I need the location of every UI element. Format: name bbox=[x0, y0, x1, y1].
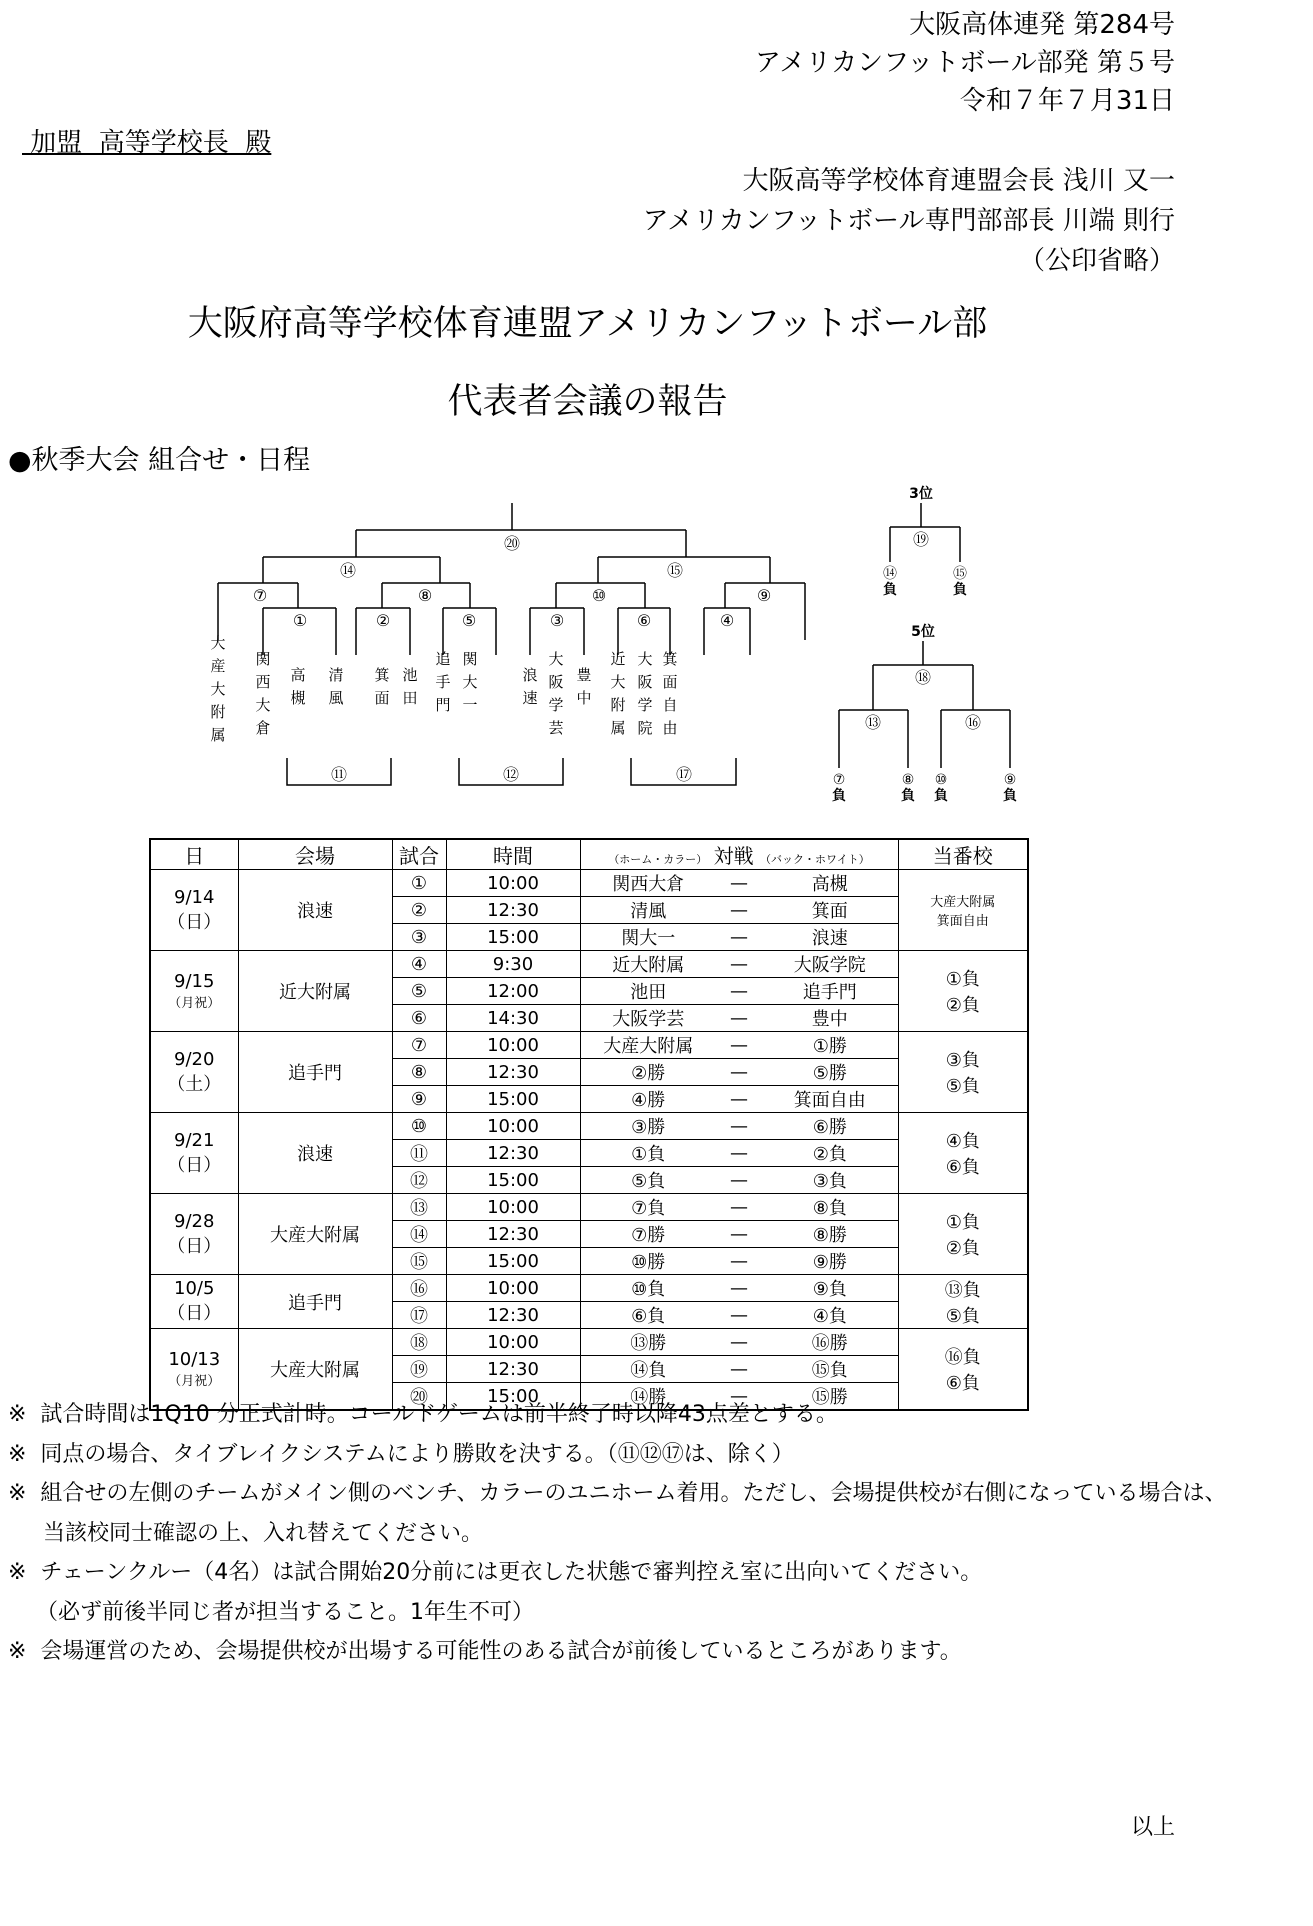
home-team: 池田 bbox=[580, 978, 716, 1005]
away-team: 浪速 bbox=[762, 924, 898, 951]
team-name-char: 附 bbox=[210, 703, 226, 721]
match-weekday: （土） bbox=[167, 1073, 222, 1095]
game-number: ⑭ bbox=[392, 1221, 446, 1248]
vs-dash: — bbox=[716, 1275, 762, 1302]
game-number: ⑨ bbox=[392, 1086, 446, 1113]
bracket-game-4: ④ bbox=[719, 611, 735, 630]
team-name-char: 中 bbox=[576, 689, 592, 707]
away-team: ⑧負 bbox=[762, 1194, 898, 1221]
team-name-char: 豊 bbox=[576, 666, 592, 684]
note-line: 当該校同士確認の上、入れ替えてください。 bbox=[8, 1520, 483, 1546]
vs-dash: — bbox=[716, 1032, 762, 1059]
kickoff-time: 10:00 bbox=[446, 870, 580, 897]
header-vs: 対戦 bbox=[713, 844, 754, 868]
away-team: ⑤勝 bbox=[762, 1059, 898, 1086]
match-weekday: （月祝） bbox=[168, 1374, 221, 1389]
game-number: ⑳ bbox=[392, 1383, 446, 1411]
game-number: ⑦ bbox=[392, 1032, 446, 1059]
home-team: ⑤負 bbox=[580, 1167, 716, 1194]
game-number: ⑤ bbox=[392, 978, 446, 1005]
bracket-game-6: ⑥ bbox=[636, 611, 652, 630]
team-name-char: 一 bbox=[462, 696, 478, 714]
kickoff-time: 15:00 bbox=[446, 1167, 580, 1194]
bracket-game-18: ⑱ bbox=[914, 668, 932, 687]
team-name-char: 池 bbox=[402, 666, 418, 684]
game-number: ① bbox=[392, 870, 446, 897]
game-number: ⑫ bbox=[392, 1167, 446, 1194]
match-date bbox=[150, 1032, 238, 1113]
table-row bbox=[150, 1032, 1028, 1059]
header-away: （バック・ホワイト） bbox=[760, 853, 870, 866]
game-number: ② bbox=[392, 897, 446, 924]
home-team: ④勝 bbox=[580, 1086, 716, 1113]
home-team: ③勝 bbox=[580, 1113, 716, 1140]
team-name-char: 由 bbox=[662, 719, 678, 737]
home-team: ②勝 bbox=[580, 1059, 716, 1086]
third-ref-15: ⑮ bbox=[953, 566, 967, 582]
note-line: ※ 試合時間は1Q10 分正式計時。コールドゲームは前半終了時以降43点差とする。 bbox=[8, 1402, 838, 1427]
duty-school bbox=[898, 951, 1028, 1032]
third-ref-14: ⑭ bbox=[883, 566, 897, 582]
home-team: 関西大倉 bbox=[580, 870, 716, 897]
department-number: アメリカンフットボール部発 第５号 bbox=[754, 48, 1175, 78]
duty-school bbox=[898, 1113, 1028, 1194]
team-name-char: 高 bbox=[290, 666, 306, 684]
match-date bbox=[150, 951, 238, 1032]
kickoff-time: 12:30 bbox=[446, 1221, 580, 1248]
team-name-char: 箕 bbox=[662, 650, 678, 668]
match-date-value: 10/13 bbox=[168, 1349, 221, 1370]
team-name-char: 関 bbox=[462, 650, 478, 668]
schedule-table bbox=[149, 838, 1029, 1411]
duty-school-1: ⑬負 bbox=[944, 1279, 981, 1301]
team-name-char: 大 bbox=[462, 673, 478, 691]
fifth-lose-9: 負 bbox=[1003, 788, 1017, 804]
bracket-lines bbox=[218, 503, 1010, 785]
home-team: 近大附属 bbox=[580, 951, 716, 978]
away-team: ③負 bbox=[762, 1167, 898, 1194]
team-name-char: 阪 bbox=[637, 673, 653, 691]
bracket-game-15: ⑮ bbox=[666, 561, 684, 580]
away-team: ⑥勝 bbox=[762, 1113, 898, 1140]
home-team: 関大一 bbox=[580, 924, 716, 951]
bracket-game-8: ⑧ bbox=[417, 586, 433, 605]
team-name-char: 面 bbox=[662, 673, 678, 691]
bracket-game-20: ⑳ bbox=[503, 534, 521, 553]
kickoff-time: 15:00 bbox=[446, 1248, 580, 1275]
header-time: 時間 bbox=[446, 839, 580, 870]
table-row bbox=[150, 951, 1028, 978]
kickoff-time: 12:30 bbox=[446, 1356, 580, 1383]
team-name-char: 院 bbox=[637, 719, 653, 737]
vs-dash: — bbox=[716, 951, 762, 978]
note-line: ※ 会場運営のため、会場提供校が出場する可能性のある試合が前後しているところがあります。 bbox=[8, 1639, 962, 1664]
fifth-lose-10: 負 bbox=[934, 788, 948, 804]
team-name-char: 大 bbox=[210, 680, 226, 698]
kickoff-time: 10:00 bbox=[446, 1275, 580, 1302]
note-line: ※ 同点の場合、タイブレイクシステムにより勝敗を決する。（⑪⑫⑰は、除く） bbox=[8, 1441, 794, 1467]
duty-school-1: ⑯負 bbox=[944, 1347, 981, 1368]
game-number: ⑲ bbox=[392, 1356, 446, 1383]
team-name-char: 追 bbox=[435, 650, 451, 668]
match-venue: 追手門 bbox=[238, 1032, 392, 1113]
match-weekday: （日） bbox=[167, 1235, 222, 1257]
away-team: 箕面 bbox=[762, 897, 898, 924]
bracket-game-5: ⑤ bbox=[461, 611, 477, 630]
match-date bbox=[150, 1113, 238, 1194]
team-name-char: 速 bbox=[522, 689, 538, 707]
match-date-value: 9/21 bbox=[174, 1129, 215, 1151]
bracket-game-3: ③ bbox=[549, 611, 565, 630]
team-name-char: 箕 bbox=[374, 666, 390, 684]
home-team: ①負 bbox=[580, 1140, 716, 1167]
home-team: ⑦負 bbox=[580, 1194, 716, 1221]
team-name-char: 倉 bbox=[255, 719, 271, 737]
note-line: ※ 組合せの左側のチームがメイン側のベンチ、カラーのユニホーム着用。ただし、会場提供校が右側になっている場合は、 bbox=[8, 1481, 1227, 1506]
match-date-value: 9/14 bbox=[174, 886, 215, 908]
away-team: 豊中 bbox=[762, 1005, 898, 1032]
third-lose-15: 負 bbox=[953, 582, 967, 598]
header-home: （ホーム・カラー） bbox=[608, 853, 708, 866]
team-name-char: 門 bbox=[435, 696, 451, 714]
game-number: ⑩ bbox=[392, 1113, 446, 1140]
sender-president: 大阪高等学校体育連盟会長 浅川 又一 bbox=[742, 166, 1175, 196]
away-team: 箕面自由 bbox=[762, 1086, 898, 1113]
sender-department-head: アメリカンフットボール専門部部長 川端 則行 bbox=[642, 206, 1175, 236]
team-name-char: 芸 bbox=[548, 719, 564, 737]
game-number: ④ bbox=[392, 951, 446, 978]
team-name-char: 阪 bbox=[548, 673, 564, 691]
kickoff-time: 10:00 bbox=[446, 1113, 580, 1140]
away-team: ②負 bbox=[762, 1140, 898, 1167]
match-venue: 大産大附属 bbox=[238, 1194, 392, 1275]
duty-school-2: ②負 bbox=[945, 995, 980, 1016]
team-name-char: 大 bbox=[637, 650, 653, 668]
bracket-game-14: ⑭ bbox=[339, 561, 357, 580]
vs-dash: — bbox=[716, 1329, 762, 1356]
fifth-ref-9: ⑨ bbox=[1003, 772, 1017, 788]
match-date bbox=[150, 870, 238, 951]
team-name-char: 関 bbox=[255, 650, 271, 668]
header-venue: 会場 bbox=[238, 839, 392, 870]
game-number: ⑱ bbox=[392, 1329, 446, 1356]
tournament-bracket bbox=[0, 0, 1313, 830]
bracket-game-10: ⑩ bbox=[591, 586, 607, 605]
game-number: ⑰ bbox=[392, 1302, 446, 1329]
game-number: ⑥ bbox=[392, 1005, 446, 1032]
kickoff-time: 10:00 bbox=[446, 1032, 580, 1059]
team-name-char: 田 bbox=[402, 689, 418, 707]
home-team: ⑬勝 bbox=[580, 1329, 716, 1356]
vs-dash: — bbox=[716, 1302, 762, 1329]
duty-school-1: ①負 bbox=[945, 969, 980, 990]
duty-school bbox=[898, 1032, 1028, 1113]
away-team: ⑮勝 bbox=[762, 1383, 898, 1411]
duty-school-1: 大産大附属 bbox=[930, 895, 996, 910]
document-date: 令和７年７月31日 bbox=[959, 86, 1175, 116]
match-weekday: （日） bbox=[167, 1303, 222, 1324]
away-team: ⑨勝 bbox=[762, 1248, 898, 1275]
bracket-game-13: ⑬ bbox=[864, 713, 882, 732]
kickoff-time: 15:00 bbox=[446, 1086, 580, 1113]
home-team: 大阪学芸 bbox=[580, 1005, 716, 1032]
match-date-value: 10/5 bbox=[174, 1278, 215, 1299]
match-venue: 大産大附属 bbox=[238, 1329, 392, 1411]
schedule-header-row bbox=[150, 839, 1028, 870]
fifth-lose-7: 負 bbox=[832, 788, 846, 804]
bracket-game-11: ⑪ bbox=[330, 765, 348, 784]
match-venue: 近大附属 bbox=[238, 951, 392, 1032]
team-name-char: 産 bbox=[210, 657, 226, 675]
vs-dash: — bbox=[716, 1059, 762, 1086]
match-weekday: （日） bbox=[167, 911, 222, 933]
fifth-ref-7: ⑦ bbox=[832, 772, 846, 788]
duty-school-1: ①負 bbox=[945, 1212, 980, 1233]
table-row bbox=[150, 1275, 1028, 1302]
game-number: ③ bbox=[392, 924, 446, 951]
away-team: 追手門 bbox=[762, 978, 898, 1005]
bracket-game-2: ② bbox=[375, 611, 391, 630]
home-team: 清風 bbox=[580, 897, 716, 924]
team-name-char: 手 bbox=[435, 673, 451, 691]
vs-dash: — bbox=[716, 1248, 762, 1275]
team-name-char: 風 bbox=[328, 689, 344, 707]
away-team: ④負 bbox=[762, 1302, 898, 1329]
duty-school bbox=[898, 870, 1028, 951]
seal-note: （公印省略） bbox=[1018, 246, 1175, 276]
vs-dash: — bbox=[716, 897, 762, 924]
kickoff-time: 15:00 bbox=[446, 1383, 580, 1411]
bracket-game-17: ⑰ bbox=[675, 765, 693, 784]
team-name-char: 清 bbox=[328, 666, 344, 684]
duty-school-2: ⑥負 bbox=[945, 1157, 980, 1178]
table-row bbox=[150, 1329, 1028, 1356]
home-team: ⑩負 bbox=[580, 1275, 716, 1302]
away-team: ⑯勝 bbox=[762, 1329, 898, 1356]
vs-dash: — bbox=[716, 1194, 762, 1221]
home-team: ⑭勝 bbox=[580, 1383, 716, 1411]
table-row bbox=[150, 1113, 1028, 1140]
vs-dash: — bbox=[716, 1167, 762, 1194]
away-team: ⑧勝 bbox=[762, 1221, 898, 1248]
document-number: 大阪高体連発 第284号 bbox=[909, 10, 1175, 40]
table-row bbox=[150, 870, 1028, 897]
bracket-game-7: ⑦ bbox=[252, 586, 268, 605]
duty-school-2: ⑥負 bbox=[945, 1373, 980, 1394]
match-date bbox=[150, 1194, 238, 1275]
kickoff-time: 12:30 bbox=[446, 1059, 580, 1086]
bracket-game-12: ⑫ bbox=[502, 765, 520, 784]
vs-dash: — bbox=[716, 924, 762, 951]
vs-dash: — bbox=[716, 1113, 762, 1140]
team-name-char: 大 bbox=[548, 650, 564, 668]
addressee: 加盟 高等学校長 殿 bbox=[22, 128, 272, 158]
page-title: 大阪府高等学校体育連盟アメリカンフットボール部 bbox=[187, 304, 988, 344]
team-name-char: 浪 bbox=[522, 666, 538, 684]
home-team: ⑩勝 bbox=[580, 1248, 716, 1275]
duty-school-2: ⑤負 bbox=[945, 1076, 980, 1097]
page-subtitle: 代表者会議の報告 bbox=[447, 382, 728, 422]
match-date-value: 9/20 bbox=[174, 1048, 215, 1070]
duty-school bbox=[898, 1194, 1028, 1275]
header-matchup bbox=[580, 839, 898, 870]
game-number: ⑯ bbox=[392, 1275, 446, 1302]
vs-dash: — bbox=[716, 978, 762, 1005]
bracket-game-9: ⑨ bbox=[756, 586, 772, 605]
vs-dash: — bbox=[716, 1005, 762, 1032]
duty-school bbox=[898, 1275, 1028, 1329]
note-line: ※ チェーンクルー（4名）は試合開始20分前には更衣した状態で審判控え室に出向いてください。 bbox=[8, 1560, 983, 1585]
section-heading: ●秋季大会 組合せ・日程 bbox=[8, 445, 311, 476]
third-place-label: 3位 bbox=[909, 486, 933, 502]
team-names bbox=[210, 634, 677, 744]
fifth-ref-10: ⑩ bbox=[934, 772, 948, 788]
match-venue: 浪速 bbox=[238, 1113, 392, 1194]
duty-school-1: ④負 bbox=[945, 1131, 980, 1152]
team-name-char: 大 bbox=[255, 696, 271, 714]
team-name-char: 面 bbox=[374, 689, 390, 707]
match-weekday: （月祝） bbox=[168, 996, 221, 1011]
fifth-ref-8: ⑧ bbox=[901, 772, 915, 788]
home-team: 大産大附属 bbox=[580, 1032, 716, 1059]
bracket-game-16: ⑯ bbox=[964, 713, 982, 732]
match-weekday: （日） bbox=[167, 1154, 222, 1176]
game-number: ⑪ bbox=[392, 1140, 446, 1167]
kickoff-time: 14:30 bbox=[446, 1005, 580, 1032]
kickoff-time: 12:30 bbox=[446, 1140, 580, 1167]
header-game: 試合 bbox=[392, 839, 446, 870]
team-name-char: 附 bbox=[610, 696, 626, 714]
note-line: （必ず前後半同じ者が担当すること。1年生不可） bbox=[8, 1599, 534, 1625]
duty-school-2: ⑤負 bbox=[945, 1305, 980, 1327]
kickoff-time: 12:30 bbox=[446, 1302, 580, 1329]
schedule-body bbox=[150, 870, 1028, 1411]
kickoff-time: 9:30 bbox=[446, 951, 580, 978]
match-date-value: 9/28 bbox=[174, 1210, 215, 1232]
vs-dash: — bbox=[716, 1383, 762, 1411]
team-name-char: 大 bbox=[210, 634, 226, 652]
vs-dash: — bbox=[716, 1356, 762, 1383]
team-name-char: 槻 bbox=[290, 689, 306, 707]
away-team: 高槻 bbox=[762, 870, 898, 897]
fifth-lose-8: 負 bbox=[901, 788, 915, 804]
game-number: ⑬ bbox=[392, 1194, 446, 1221]
kickoff-time: 12:00 bbox=[446, 978, 580, 1005]
away-team: ①勝 bbox=[762, 1032, 898, 1059]
third-lose-14: 負 bbox=[883, 582, 897, 598]
match-venue: 追手門 bbox=[238, 1275, 392, 1329]
match-date-value: 9/15 bbox=[174, 971, 215, 992]
team-name-char: 大 bbox=[610, 673, 626, 691]
table-row bbox=[150, 1194, 1028, 1221]
notes bbox=[8, 1395, 1226, 1672]
home-team: ⑥負 bbox=[580, 1302, 716, 1329]
vs-dash: — bbox=[716, 1086, 762, 1113]
duty-school-1: ③負 bbox=[945, 1050, 980, 1071]
team-name-char: 属 bbox=[210, 726, 226, 744]
vs-dash: — bbox=[716, 1140, 762, 1167]
kickoff-time: 12:30 bbox=[446, 897, 580, 924]
header-day: 日 bbox=[150, 839, 238, 870]
kickoff-time: 10:00 bbox=[446, 1194, 580, 1221]
bracket-game-1: ① bbox=[292, 611, 308, 630]
game-number: ⑧ bbox=[392, 1059, 446, 1086]
vs-dash: — bbox=[716, 1221, 762, 1248]
kickoff-time: 15:00 bbox=[446, 924, 580, 951]
fifth-place-label: 5位 bbox=[911, 624, 935, 640]
kickoff-time: 10:00 bbox=[446, 1329, 580, 1356]
match-venue: 浪速 bbox=[238, 870, 392, 951]
away-team: ⑮負 bbox=[762, 1356, 898, 1383]
match-date bbox=[150, 1275, 238, 1329]
team-name-char: 属 bbox=[610, 719, 626, 737]
team-name-char: 自 bbox=[662, 696, 678, 714]
team-name-char: 学 bbox=[637, 696, 653, 714]
team-name-char: 学 bbox=[548, 696, 564, 714]
home-team: ⑭負 bbox=[580, 1356, 716, 1383]
duty-school-2: ②負 bbox=[945, 1238, 980, 1259]
bracket-game-19: ⑲ bbox=[912, 530, 930, 549]
team-name-char: 近 bbox=[610, 650, 626, 668]
team-name-char: 西 bbox=[255, 673, 271, 691]
away-team: ⑨負 bbox=[762, 1275, 898, 1302]
closing: 以上 bbox=[1130, 1815, 1175, 1840]
game-number: ⑮ bbox=[392, 1248, 446, 1275]
duty-school-2: 箕面自由 bbox=[936, 914, 989, 929]
vs-dash: — bbox=[716, 870, 762, 897]
away-team: 大阪学院 bbox=[762, 951, 898, 978]
header-duty: 当番校 bbox=[898, 839, 1028, 870]
home-team: ⑦勝 bbox=[580, 1221, 716, 1248]
